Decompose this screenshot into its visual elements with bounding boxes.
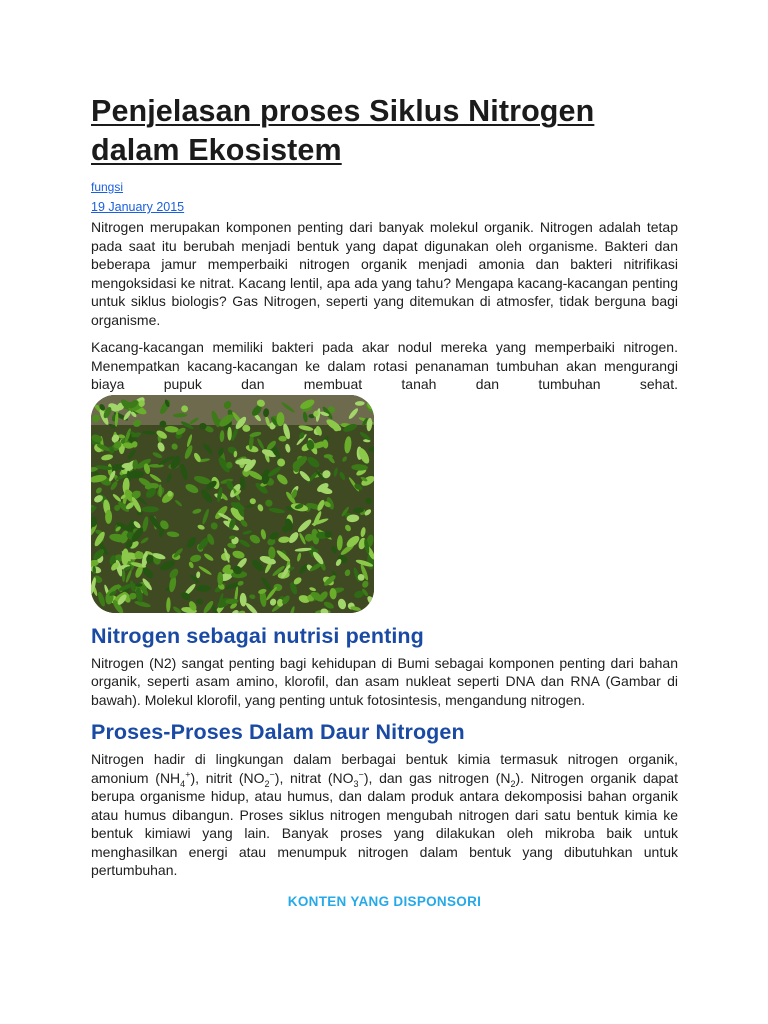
legumes-paragraph: Kacang-kacangan memiliki bakteri pada akar nodul mereka yang memperbaiki nitrogen. Menempatkan kacang-kacangan ke dalam rotasi penanaman tumbuhan akan mengurangi biaya pupuk dan membuat tanah dan tumbuhan sehat.	[91, 339, 678, 392]
section-body-proses: Nitrogen hadir di lingkungan dalam berbagai bentuk kimia termasuk nitrogen organik, amonium $(NH_4^+)$, nitrit $(NO_2^-)$, nitrat $(NO_3^-)$, dan gas nitrogen $(N_2)$. Nitrogen organik dapat berupa organisme hidup, atau humus, dan dalam produk antara dekomposisi bahan organik atau humus dibangun. Proses siklus nitrogen mengubah nitrogen dari satu bentuk kimia ke bentuk kimiawi yang lain. Banyak proses yang dilakukan oleh mikroba baik untuk menghasilkan energi atau menumpuk nitrogen dalam bentuk yang dibutuhkan untuk pertumbuhan.	[91, 751, 678, 878]
article-title: Penjelasan proses Siklus Nitrogen dalam Ekosistem	[91, 94, 595, 167]
sponsored-content-label[interactable]: KONTEN YANG DISPONSORI	[287, 893, 482, 909]
intro-paragraph: Nitrogen merupakan komponen penting dari banyak molekul organik. Nitrogen adalah tetap pada saat itu berubah menjadi bentuk yang dapat digunakan oleh organisme. Bakteri dan beberapa jamur memperbaiki nitrogen organik menjadi amonia dan bakteri nitrifikasi mengoksidasi ke nitrat. Kacang lentil, apa ada yang tahu? Mengapa kacang-kacangan penting untuk siklus biologis? Gas Nitrogen, seperti yang ditemukan di atmosfer, tidak berguna bagi organisme.	[91, 219, 678, 328]
section-heading-proses: Proses-Proses Dalam Daur Nitrogen	[91, 720, 465, 744]
section-body-nutrisi: Nitrogen (N2) sangat penting bagi kehidupan di Bumi sebagai komponen penting dari bahan organik, seperti asam amino, klorofil, dan asam nukleat seperti DNA dan RNA (Gambar di bawah). Molekul klorofil, yang penting untuk fotosintesis, mengandung nitrogen.	[91, 654, 678, 708]
leaf-shape	[217, 571, 223, 585]
article	[91, 92, 678, 909]
date-link[interactable]: 19 January 2015	[91, 200, 185, 214]
section-heading-nutrisi: Nitrogen sebagai nutrisi penting	[91, 623, 424, 648]
category-link[interactable]: fungsi	[91, 180, 124, 194]
leaf-shape	[227, 426, 231, 440]
leaf-shape	[91, 607, 99, 613]
leaf-shape	[122, 569, 125, 582]
legume-plant-photo	[91, 395, 374, 613]
leaf-shape	[196, 585, 211, 592]
leaf-shape	[141, 506, 158, 512]
legume-plant-image	[91, 395, 374, 613]
leaf-shape	[196, 598, 203, 604]
